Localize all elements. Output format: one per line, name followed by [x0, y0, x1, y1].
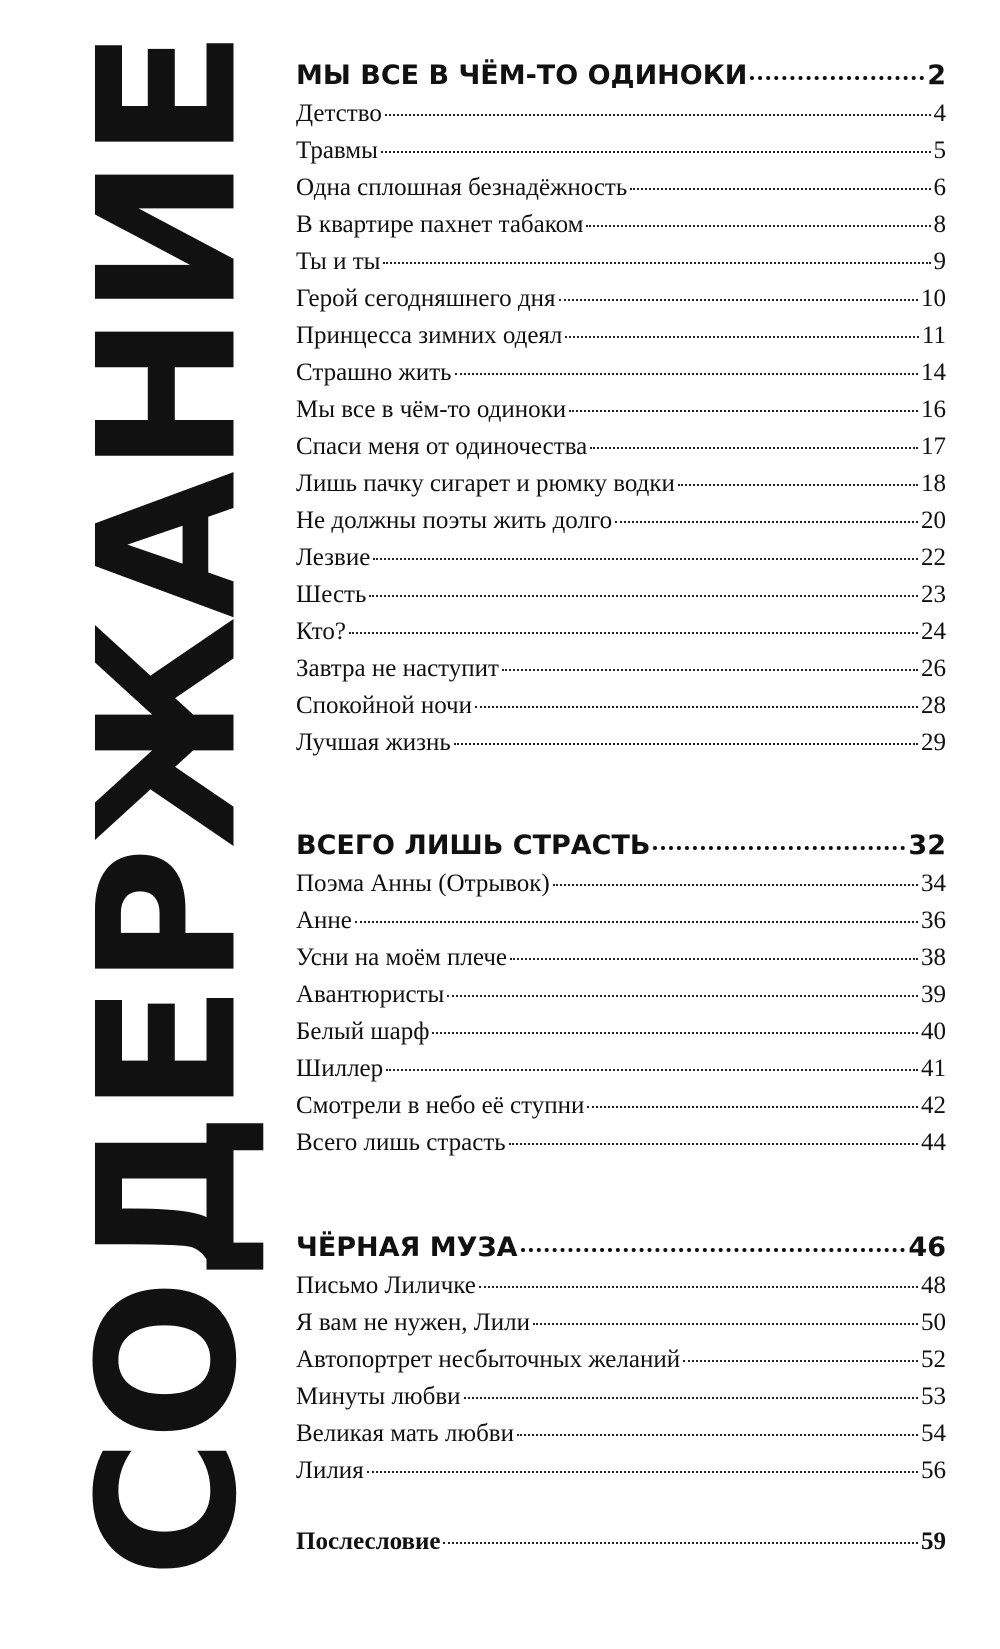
entry-page-number: 18 [921, 470, 946, 497]
entry-title: Шесть [296, 581, 367, 608]
dot-leader [373, 558, 918, 560]
toc-entry[interactable] [296, 981, 946, 1018]
entry-title: Детство [296, 100, 382, 127]
dot-leader [553, 884, 918, 886]
entry-page-number: 50 [921, 1309, 946, 1336]
entry-title: Великая мать любви [296, 1420, 514, 1447]
dot-leader [447, 995, 918, 997]
entry-title: В квартире пахнет табаком [296, 211, 584, 238]
dot-leader [475, 706, 918, 708]
entry-page-number: 28 [921, 692, 946, 719]
toc-section [296, 60, 946, 770]
entry-title: Авантюристы [296, 981, 445, 1008]
entry-title: Автопортрет несбыточных желаний [296, 1346, 681, 1373]
dot-leader [386, 1069, 918, 1071]
entry-page-number: 5 [933, 137, 946, 164]
section-heading[interactable] [296, 1232, 946, 1272]
entry-title: Страшно жить [296, 359, 452, 386]
entry-page-number: 54 [921, 1420, 946, 1447]
toc-entry[interactable] [296, 137, 946, 174]
entry-page-number: 40 [921, 1018, 946, 1045]
entry-title: Герой сегодняшнего дня [296, 285, 556, 312]
dot-leader [587, 1106, 918, 1108]
entry-title: Минуты любви [296, 1383, 461, 1410]
entry-title: Анне [296, 907, 352, 934]
afterword-title: Послесловие [296, 1528, 441, 1555]
section-page-number: 46 [908, 1232, 946, 1263]
table-of-contents [296, 60, 946, 1565]
entry-page-number: 48 [921, 1272, 946, 1299]
entry-title: Усни на моём плече [296, 944, 508, 971]
entry-page-number: 16 [921, 396, 946, 423]
entry-title: Поэма Анны (Отрывок) [296, 870, 550, 897]
entry-title: Я вам не нужен, Лили [296, 1309, 530, 1336]
entry-page-number: 9 [933, 248, 946, 275]
section-page-number: 32 [908, 830, 946, 861]
entry-page-number: 10 [921, 285, 946, 312]
entry-page-number: 22 [921, 544, 946, 571]
entry-title: Принцесса зимних одеял [296, 322, 563, 349]
entry-page-number: 53 [921, 1383, 946, 1410]
entry-page-number: 26 [921, 655, 946, 682]
entry-page-number: 17 [921, 433, 946, 460]
toc-entry[interactable] [296, 285, 946, 322]
entry-page-number: 11 [921, 322, 946, 349]
entry-page-number: 39 [921, 981, 946, 1008]
entry-title: Смотрели в небо её ступни [296, 1092, 585, 1119]
section-spacer [296, 770, 946, 830]
toc-entry[interactable] [296, 433, 946, 470]
entry-title: Завтра не наступит [296, 655, 499, 682]
dot-leader [381, 151, 931, 153]
toc-entry[interactable] [296, 618, 946, 655]
dot-leader [455, 373, 918, 375]
dot-leader [443, 1542, 918, 1544]
dot-leader [367, 1471, 918, 1473]
dot-leader [559, 299, 919, 301]
entry-page-number: 44 [921, 1129, 946, 1156]
dot-leader [385, 114, 931, 116]
dot-leader [432, 1032, 918, 1034]
toc-entry[interactable] [296, 1309, 946, 1346]
dot-leader [569, 410, 918, 412]
toc-entry[interactable] [296, 581, 946, 618]
toc-entry[interactable] [296, 507, 946, 544]
entry-title: Травмы [296, 137, 378, 164]
entry-page-number: 8 [933, 211, 946, 238]
toc-section [296, 830, 946, 1170]
toc-entry[interactable] [296, 655, 946, 692]
entry-title: Не должны поэты жить долго [296, 507, 613, 534]
entry-page-number: 41 [921, 1055, 946, 1082]
entry-page-number: 42 [921, 1092, 946, 1119]
toc-entry[interactable] [296, 396, 946, 433]
toc-entry[interactable] [296, 470, 946, 507]
entry-title: Одна сплошная безнадёжность [296, 174, 628, 201]
dot-leader [509, 1143, 918, 1145]
section-heading[interactable] [296, 830, 946, 870]
entry-title: Шиллер [296, 1055, 384, 1082]
toc-entry[interactable] [296, 1346, 946, 1383]
entry-title: Мы все в чём-то одиноки [296, 396, 567, 423]
dot-leader [615, 521, 918, 523]
entry-title: Лезвие [296, 544, 371, 571]
entry-title: Спаси меня от одиночества [296, 433, 588, 460]
dot-leader [383, 262, 930, 264]
dot-leader [517, 1434, 918, 1436]
dot-leader [521, 1248, 906, 1252]
toc-entry[interactable] [296, 729, 946, 770]
dot-leader [502, 669, 918, 671]
entry-title: Лучшая жизнь [296, 729, 451, 756]
section-page-number: 2 [927, 60, 946, 91]
afterword-entry[interactable] [296, 1528, 946, 1565]
dot-leader [510, 958, 918, 960]
entry-page-number: 4 [933, 100, 946, 127]
toc-entry[interactable] [296, 870, 946, 907]
dot-leader [653, 846, 905, 850]
toc-entry[interactable] [296, 322, 946, 359]
entry-page-number: 56 [921, 1457, 946, 1484]
dot-leader [565, 336, 919, 338]
page-title: СОДЕРЖАНИЕ [57, 31, 278, 1578]
dot-leader [349, 632, 918, 634]
entry-page-number: 14 [921, 359, 946, 386]
section-title: ЧЁРНАЯ МУЗА [296, 1232, 518, 1263]
entry-page-number: 29 [921, 729, 946, 756]
entry-page-number: 38 [921, 944, 946, 971]
toc-entry[interactable] [296, 1272, 946, 1309]
toc-entry[interactable] [296, 1129, 946, 1170]
toc-entry[interactable] [296, 1092, 946, 1129]
entry-title: Спокойной ночи [296, 692, 473, 719]
toc-entry[interactable] [296, 1383, 946, 1420]
section-title: МЫ ВСЕ В ЧЁМ-ТО ОДИНОКИ [296, 60, 748, 91]
dot-leader [683, 1360, 918, 1362]
toc-entry[interactable] [296, 100, 946, 137]
dot-leader [355, 921, 918, 923]
toc-entry[interactable] [296, 944, 946, 981]
dot-leader [630, 188, 930, 190]
dot-leader [750, 76, 924, 80]
dot-leader [533, 1323, 918, 1325]
toc-entry[interactable] [296, 692, 946, 729]
toc-entry[interactable] [296, 1055, 946, 1092]
entry-title: Лишь пачку сигарет и рюмку водки [296, 470, 675, 497]
entry-page-number: 6 [933, 174, 946, 201]
entry-title: Письмо Лиличке [296, 1272, 476, 1299]
section-title: ВСЕГО ЛИШЬ СТРАСТЬ [296, 830, 651, 861]
section-spacer [296, 1494, 946, 1528]
entry-title: Кто? [296, 618, 346, 645]
section-heading[interactable] [296, 60, 946, 100]
dot-leader [590, 447, 918, 449]
page-title-vertical-wrap [57, 31, 278, 1578]
toc-entry[interactable] [296, 1420, 946, 1457]
section-spacer [296, 1170, 946, 1232]
toc-entry[interactable] [296, 1457, 946, 1494]
afterword-page-number: 59 [921, 1528, 946, 1555]
entry-page-number: 52 [921, 1346, 946, 1373]
toc-entry[interactable] [296, 211, 946, 248]
toc-entry[interactable] [296, 1018, 946, 1055]
toc-entry[interactable] [296, 174, 946, 211]
toc-entry[interactable] [296, 359, 946, 396]
dot-leader [586, 225, 930, 227]
entry-title: Ты и ты [296, 248, 381, 275]
toc-section [296, 1232, 946, 1494]
entry-page-number: 34 [921, 870, 946, 897]
entry-title: Белый шарф [296, 1018, 430, 1045]
entry-page-number: 24 [921, 618, 946, 645]
dot-leader [479, 1286, 918, 1288]
dot-leader [369, 595, 918, 597]
dot-leader [454, 743, 918, 745]
dot-leader [678, 484, 918, 486]
entry-page-number: 36 [921, 907, 946, 934]
toc-entry[interactable] [296, 248, 946, 285]
entry-page-number: 20 [921, 507, 946, 534]
entry-title: Всего лишь страсть [296, 1129, 506, 1156]
toc-entry[interactable] [296, 544, 946, 581]
toc-entry[interactable] [296, 907, 946, 944]
entry-page-number: 23 [921, 581, 946, 608]
entry-title: Лилия [296, 1457, 364, 1484]
dot-leader [464, 1397, 918, 1399]
